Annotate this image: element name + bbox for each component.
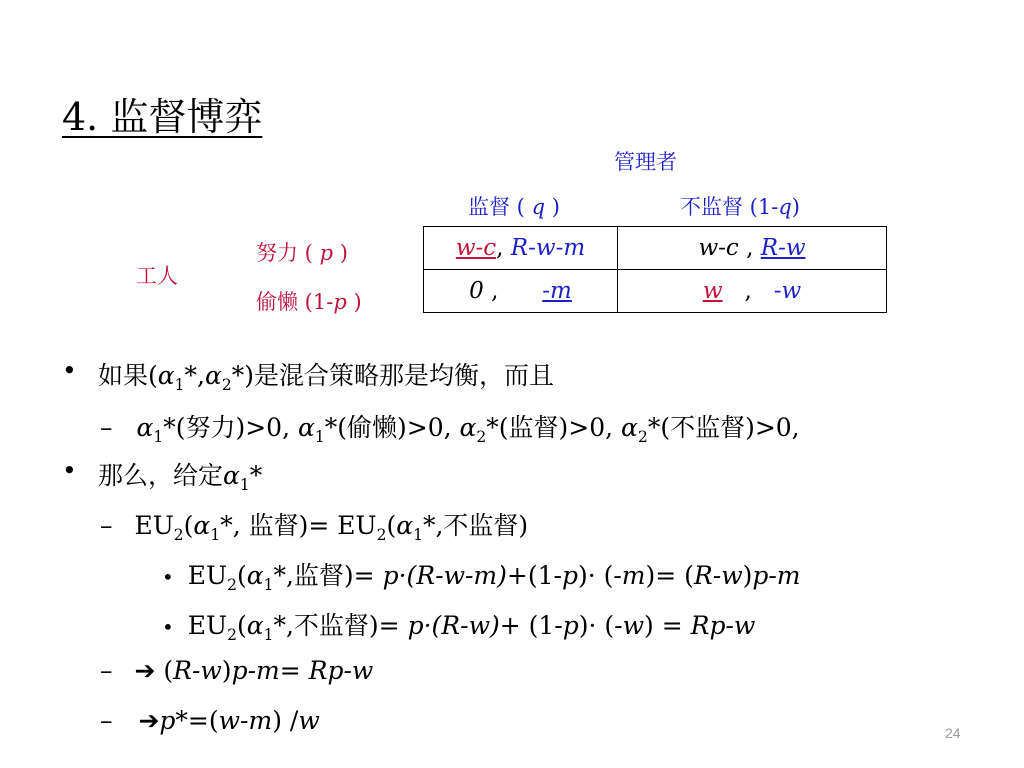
arrow-icon: ➔ [138,706,160,735]
payoff-cell-shirk-no-monitor: w , -w [618,270,887,313]
slide-title: 4. 监督博弈 [62,95,263,139]
payoff-cell-shirk-monitor: 0 , -m [424,270,618,313]
sub-sub-item-eu-no-monitor: • $EU_2(\alpha_1*$,不监督)= p·(R-w)+ (1-p)· (-w) = Rp-w [162,611,756,644]
payoff-matrix [423,226,887,313]
row-header-work: 努力 ( p ) [256,241,348,265]
sub-item-eu-equality: – $EU_2(\alpha_1*$, 监督)= $EU_2(\alpha_1*$,不监督) [100,511,529,544]
sub-sub-item-eu-monitor: • $EU_2(\alpha_1*$,监督)= p·(R-w-m)+(1-p)· (-m)= (R-w)p-m [162,561,801,594]
payoff-cell-work-monitor: w-c, R-w-m [424,227,618,270]
sub-item-positive-probabilities: – $\alpha_1*$(努力)>0, $\alpha_1*$(偷懒)>0, $\alpha_2*$(监督)>0, $\alpha_2*$(不监督)>0, [100,413,800,446]
row-header-shirk: 偷懒 (1-p ) [256,290,362,314]
arrow-icon: ➔ [134,656,156,685]
sub-item-solution: – ➔p*=(w-m) /w [100,706,320,735]
payoff-cell-work-no-monitor: w-c , R-w [618,227,887,270]
sub-item-equation: – ➔ (R-w)p-m= Rp-w [100,656,374,685]
page-number: 24 [945,725,961,741]
col-header-no-monitor: 不监督 (1-q) [680,195,800,219]
player2-label: 管理者 [614,150,677,174]
player1-label: 工人 [136,264,178,288]
col-header-monitor: 监督 ( q ) [468,195,560,219]
